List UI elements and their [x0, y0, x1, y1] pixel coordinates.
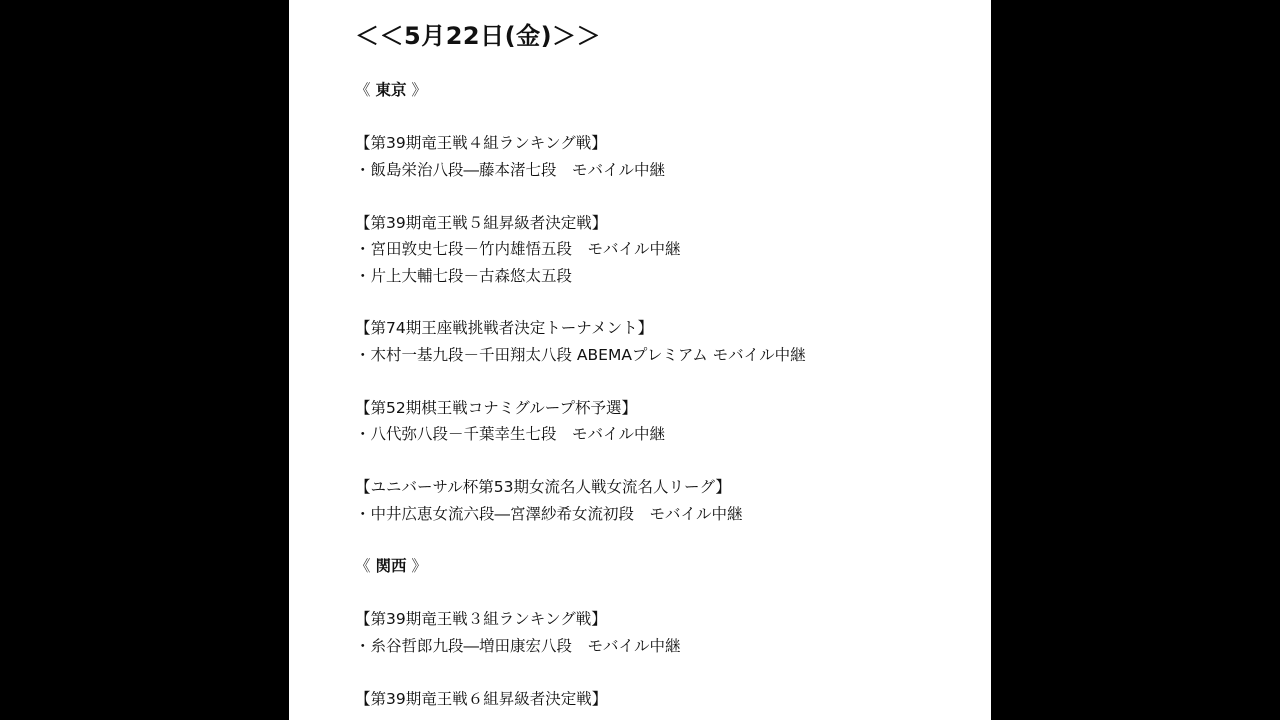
game-item: ・糸谷哲郎九段―増田康宏八段 モバイル中継 [355, 637, 681, 655]
game-item: ・木村一基九段－千田翔太八段 ABEMAプレミアム モバイル中継 [355, 346, 806, 364]
tournament-heading: 【第39期竜王戦３組ランキング戦】 [355, 610, 607, 628]
tournament-heading: 【第74期王座戦挑戦者決定トーナメント】 [355, 319, 654, 337]
page-title: ＜＜5月22日(金)＞＞ [355, 22, 602, 50]
region-name: 関西 [375, 557, 407, 575]
region-close-bracket: 》 [406, 81, 427, 99]
tournament-heading: 【第39期竜王戦５組昇級者決定戦】 [355, 214, 608, 232]
game-item: ・飯島栄治八段―藤本渚七段 モバイル中継 [355, 161, 666, 179]
region-heading-tokyo [355, 78, 427, 102]
region-name: 東京 [375, 81, 407, 99]
game-item: ・片上大輔七段－古森悠太五段 [355, 267, 573, 285]
tournament-heading: 【第52期棋王戦コナミグループ杯予選】 [355, 399, 637, 417]
tournament-heading: 【ユニバーサル杯第53期女流名人戦女流名人リーグ】 [355, 478, 731, 496]
tournament-heading: 【第39期竜王戦６組昇級者決定戦】 [355, 690, 608, 708]
game-item: ・宮田敦史七段－竹内雄悟五段 モバイル中継 [355, 240, 681, 258]
game-item: ・八代弥八段－千葉幸生七段 モバイル中継 [355, 425, 666, 443]
region-heading-kansai [355, 554, 427, 578]
document-page [289, 0, 991, 720]
region-open-bracket: 《 [355, 557, 376, 575]
game-item: ・中井広恵女流六段―宮澤紗希女流初段 モバイル中継 [355, 505, 743, 523]
region-close-bracket: 》 [406, 557, 427, 575]
tournament-heading: 【第39期竜王戦４組ランキング戦】 [355, 134, 607, 152]
region-open-bracket: 《 [355, 81, 376, 99]
